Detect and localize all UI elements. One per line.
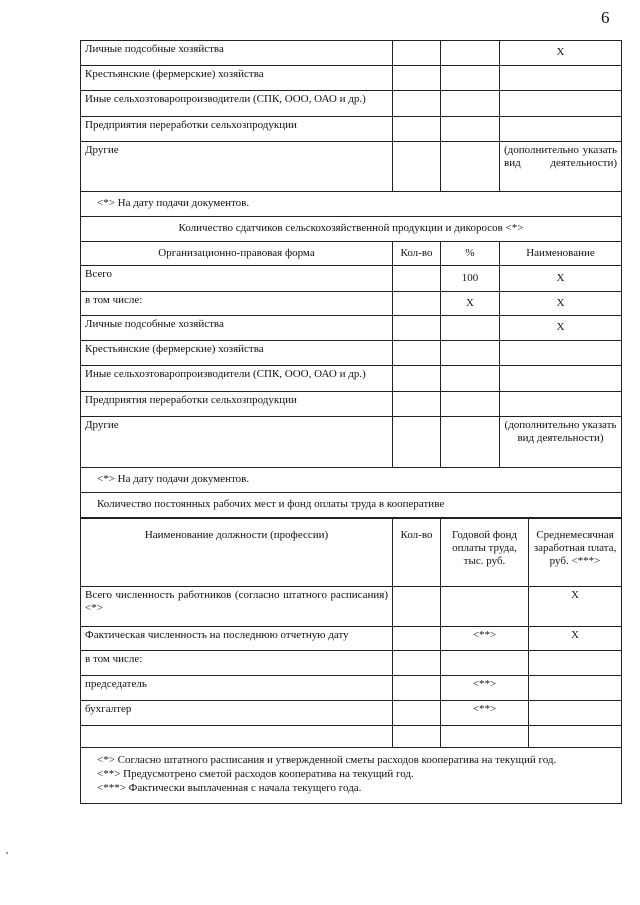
row-label: Всего численность работников (согласно штатного расписания) <*> (81, 587, 393, 627)
fund-cell (441, 587, 529, 627)
row-label: Крестьянские (фермерские) хозяйства (81, 341, 393, 366)
salary-cell (529, 701, 622, 726)
row-label: Другие (81, 142, 393, 192)
row-label: Фактическая численность на последнюю отчетную дату (81, 627, 393, 651)
table-row (81, 292, 622, 316)
salary-cell (529, 676, 622, 701)
row-label: председатель (81, 676, 393, 701)
scan-speck (6, 852, 8, 854)
header-row (81, 242, 622, 266)
name-cell: X (500, 292, 622, 316)
table-row (81, 701, 622, 726)
producers-table (80, 40, 622, 518)
date-note: <*> На дату подачи документов. (81, 192, 622, 217)
count-cell (393, 392, 441, 417)
fund-cell (441, 651, 529, 676)
count-cell (393, 266, 441, 292)
name-cell: (дополнительно указать вид деятельности) (500, 417, 622, 468)
row-label: Предприятия переработки сельхозпродукции (81, 392, 393, 417)
name-cell: X (500, 316, 622, 341)
count-cell (393, 316, 441, 341)
footnotes (81, 748, 622, 804)
page-number: 6 (601, 8, 610, 27)
name-cell: X (500, 266, 622, 292)
name-cell (500, 91, 622, 117)
table-row (81, 417, 622, 468)
name-cell: (дополнительно указать вид деятельности) (500, 142, 622, 192)
table-row (81, 142, 622, 192)
percent-cell (441, 117, 500, 142)
name-cell (500, 117, 622, 142)
table-row (81, 41, 622, 66)
count-cell (393, 91, 441, 117)
count-cell (393, 142, 441, 192)
row-label (81, 726, 393, 748)
section-title: Количество сдатчиков сельскохозяйственной продукции и дикоросов <*> (81, 217, 622, 242)
table-row (81, 366, 622, 392)
column-header: Наименование должности (профессии) (81, 519, 393, 587)
percent-cell (441, 41, 500, 66)
fund-cell (441, 726, 529, 748)
date-note: <*> На дату подачи документов. (81, 468, 622, 493)
row-label: Личные подсобные хозяйства (81, 41, 393, 66)
section-title: Количество постоянных рабочих мест и фонд оплаты труда в кооперативе (81, 493, 622, 518)
count-cell (393, 366, 441, 392)
footnote: <*> Согласно штатного расписания и утвержденной сметы расходов кооператива на текущий год. (97, 754, 557, 766)
column-header: Кол-во (393, 242, 441, 266)
table-row (81, 493, 622, 518)
name-cell: X (500, 41, 622, 66)
count-cell (393, 41, 441, 66)
count-cell (393, 726, 441, 748)
count-cell (393, 66, 441, 91)
table-row (81, 341, 622, 366)
count-cell (393, 341, 441, 366)
table-row (81, 726, 622, 748)
name-cell (500, 66, 622, 91)
column-header: Организационно-правовая форма (81, 242, 393, 266)
table-row (81, 66, 622, 91)
row-label: в том числе: (81, 292, 393, 316)
name-cell (500, 392, 622, 417)
row-label: Другие (81, 417, 393, 468)
count-cell (393, 701, 441, 726)
row-label: Всего (81, 266, 393, 292)
count-cell (393, 676, 441, 701)
salary-cell: X (529, 627, 622, 651)
percent-cell (441, 91, 500, 117)
percent-cell (441, 366, 500, 392)
fund-cell: <**> (441, 701, 529, 726)
table-row (81, 192, 622, 217)
fund-cell: <**> (441, 627, 529, 651)
percent-cell (441, 392, 500, 417)
table-row (81, 117, 622, 142)
count-cell (393, 292, 441, 316)
percent-cell (441, 66, 500, 91)
table-row (81, 266, 622, 292)
workplaces-table (80, 518, 622, 804)
count-cell (393, 587, 441, 627)
footnote: <***> Фактически выплаченная с начала текущего года. (97, 782, 362, 795)
percent-cell (441, 316, 500, 341)
header-row (81, 519, 622, 587)
table-row (81, 468, 622, 493)
percent-cell (441, 341, 500, 366)
row-label: в том числе: (81, 651, 393, 676)
name-cell (500, 341, 622, 366)
table-row (81, 627, 622, 651)
table-row (81, 392, 622, 417)
percent-cell (441, 417, 500, 468)
column-header: Кол-во (393, 519, 441, 587)
fund-cell: <**> (441, 676, 529, 701)
salary-cell (529, 651, 622, 676)
count-cell (393, 417, 441, 468)
column-header: Среднемесячная заработная плата, руб. <***> (529, 519, 622, 587)
row-label: Личные подсобные хозяйства (81, 316, 393, 341)
percent-cell: X (441, 292, 500, 316)
row-label: Иные сельхозтоваропроизводители (СПК, ООО, ОАО и др.) (81, 91, 393, 117)
count-cell (393, 117, 441, 142)
table-row (81, 217, 622, 242)
table-row (81, 651, 622, 676)
table-row (81, 316, 622, 341)
row-label: Крестьянские (фермерские) хозяйства (81, 66, 393, 91)
table-row (81, 748, 622, 804)
row-label: бухгалтер (81, 701, 393, 726)
column-header: % (441, 242, 500, 266)
count-cell (393, 651, 441, 676)
table-row (81, 587, 622, 627)
row-label: Иные сельхозтоваропроизводители (СПК, ООО, ОАО и др.) (81, 366, 393, 392)
table-row (81, 676, 622, 701)
count-cell (393, 627, 441, 651)
salary-cell: X (529, 587, 622, 627)
percent-cell (441, 142, 500, 192)
name-cell (500, 366, 622, 392)
column-header: Наименование (500, 242, 622, 266)
column-header: Годовой фонд оплаты труда, тыс. руб. (441, 519, 529, 587)
footnote: <**> Предусмотрено сметой расходов кооператива на текущий год. (97, 768, 414, 781)
table-row (81, 91, 622, 117)
salary-cell (529, 726, 622, 748)
row-label: Предприятия переработки сельхозпродукции (81, 117, 393, 142)
percent-cell: 100 (441, 266, 500, 292)
